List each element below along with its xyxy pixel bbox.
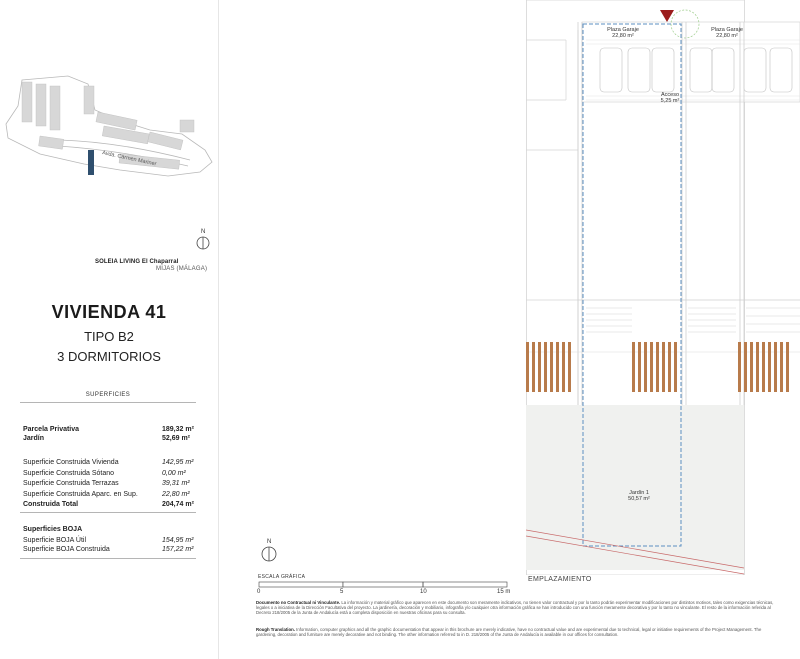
house-type: TIPO B2 xyxy=(84,329,134,344)
parking-label xyxy=(702,27,752,39)
surface-row xyxy=(23,434,195,443)
info-panel xyxy=(0,0,218,659)
scale-tick: 15 m xyxy=(497,589,511,595)
divider xyxy=(20,558,196,559)
disclaimer-es-title: Documento no Contractual ni Vinculante. xyxy=(256,600,341,605)
surface-row xyxy=(23,469,195,478)
parking-name: Plaza Garaje xyxy=(711,27,743,33)
disclaimer-es xyxy=(256,600,776,616)
north-arrow-icon xyxy=(196,236,210,250)
street-label: Avda. Carmen Mariner xyxy=(101,150,157,168)
divider xyxy=(20,402,196,403)
surface-value: 157,22 m² xyxy=(162,546,194,553)
scale-tick: 10 xyxy=(420,589,427,595)
surface-label: Jardín xyxy=(23,435,45,442)
surface-value: 142,95 m² xyxy=(162,459,194,466)
access-area: 5,25 m² xyxy=(660,98,680,104)
surfaces-header: SUPERFICIES xyxy=(85,392,131,398)
surface-label: Superficie Construida Vivienda xyxy=(23,459,119,466)
disclaimer-en-text: Information, computer graphics and all the graphic documentation that appear in this brochure are merely indicative, have no contractual value and are experimental due to technical, legal or initiative requirements of the Project Management. The gardening, decoration and furniture are merely decorative and not binding. The other information referred to in D. 218/2005 of the Junta de Andalucía is available in our offices for consultation. xyxy=(256,627,762,638)
surface-label: Construida Total xyxy=(23,501,79,508)
graphic-scale xyxy=(256,580,516,590)
garden-label xyxy=(614,490,664,502)
surface-label: Superficie BOJA Construida xyxy=(23,546,110,553)
surface-value: 0,00 m² xyxy=(162,470,186,477)
access-name: Acceso xyxy=(660,92,680,98)
surface-value: 39,31 m² xyxy=(162,480,190,487)
surface-value: 204,74 m² xyxy=(162,501,194,508)
boja-row xyxy=(23,545,195,554)
parking-area: 22,80 m² xyxy=(612,33,634,39)
surface-total-row xyxy=(23,500,195,509)
site-plan xyxy=(526,0,800,575)
section-label: EMPLAZAMIENTO xyxy=(528,576,592,583)
surface-label: Superficie Construida Sótano xyxy=(23,470,115,477)
parking-name: Plaza Garaje xyxy=(607,27,639,33)
project-name: SOLEIA LIVING El Chaparral xyxy=(95,259,179,265)
parking-area: 22,80 m² xyxy=(716,33,738,39)
surface-row xyxy=(23,458,195,467)
north-label: N xyxy=(267,539,272,545)
disclaimer-en-title: Rough Translation. xyxy=(256,627,295,632)
disclaimer-es-text: La información y material gráfico que aparecen en este documento son meramente indicativos, no tienen valor contractual y por lo tanto podrán experimentar modificaciones por distintos motivos, tales como exigencias técnicas, legales o a iniciativa de la Dirección Facultativa del proyecto. La jardinería, decoración y mobiliario, infografía y/o cualquier otra información gráfica se han introducido con una función meramente decorativa y por lo tanto no vinculante. El resto de la información referida al Decreto 218/2005 de la Junta de Andalucía está a completa disposición en nuestras oficinas para su consulta. xyxy=(256,600,774,616)
garden-area: 50,57 m² xyxy=(628,496,650,502)
scale-tick: 0 xyxy=(257,589,261,595)
surface-label: Superficie Construida Terrazas xyxy=(23,480,119,487)
garden-area xyxy=(526,405,744,570)
surface-label: Superficie BOJA Útil xyxy=(23,537,87,544)
north-arrow-icon xyxy=(261,546,277,562)
disclaimer-en xyxy=(256,627,776,637)
surface-value: 22,80 m² xyxy=(162,491,190,498)
boja-title: Superficies BOJA xyxy=(23,526,83,533)
surface-row xyxy=(23,479,195,488)
house-rooms: 3 DORMITORIOS xyxy=(57,349,161,364)
divider xyxy=(20,512,196,513)
surface-value: 154,95 m² xyxy=(162,537,194,544)
surface-value: 52,69 m² xyxy=(162,435,191,442)
surface-label: Parcela Privativa xyxy=(23,426,80,433)
surface-label: Superficie Construida Aparc. en Sup. xyxy=(23,491,138,498)
house-title: VIVIENDA 41 xyxy=(51,302,167,322)
scale-tick: 5 xyxy=(340,589,344,595)
panel-divider xyxy=(218,0,219,659)
site-map xyxy=(0,72,218,194)
scale-title: ESCALA GRÁFICA xyxy=(258,574,306,580)
surface-value: 189,32 m² xyxy=(162,426,194,433)
north-label: N xyxy=(201,229,206,235)
access-label xyxy=(650,92,690,104)
boja-row xyxy=(23,536,195,545)
garden-name: Jardín 1 xyxy=(629,490,649,496)
surface-row xyxy=(23,490,195,499)
project-city: MIJAS (MÁLAGA) xyxy=(156,266,208,272)
selected-plot-marker xyxy=(88,150,94,175)
surface-row xyxy=(23,425,195,434)
parking-label xyxy=(598,27,648,39)
